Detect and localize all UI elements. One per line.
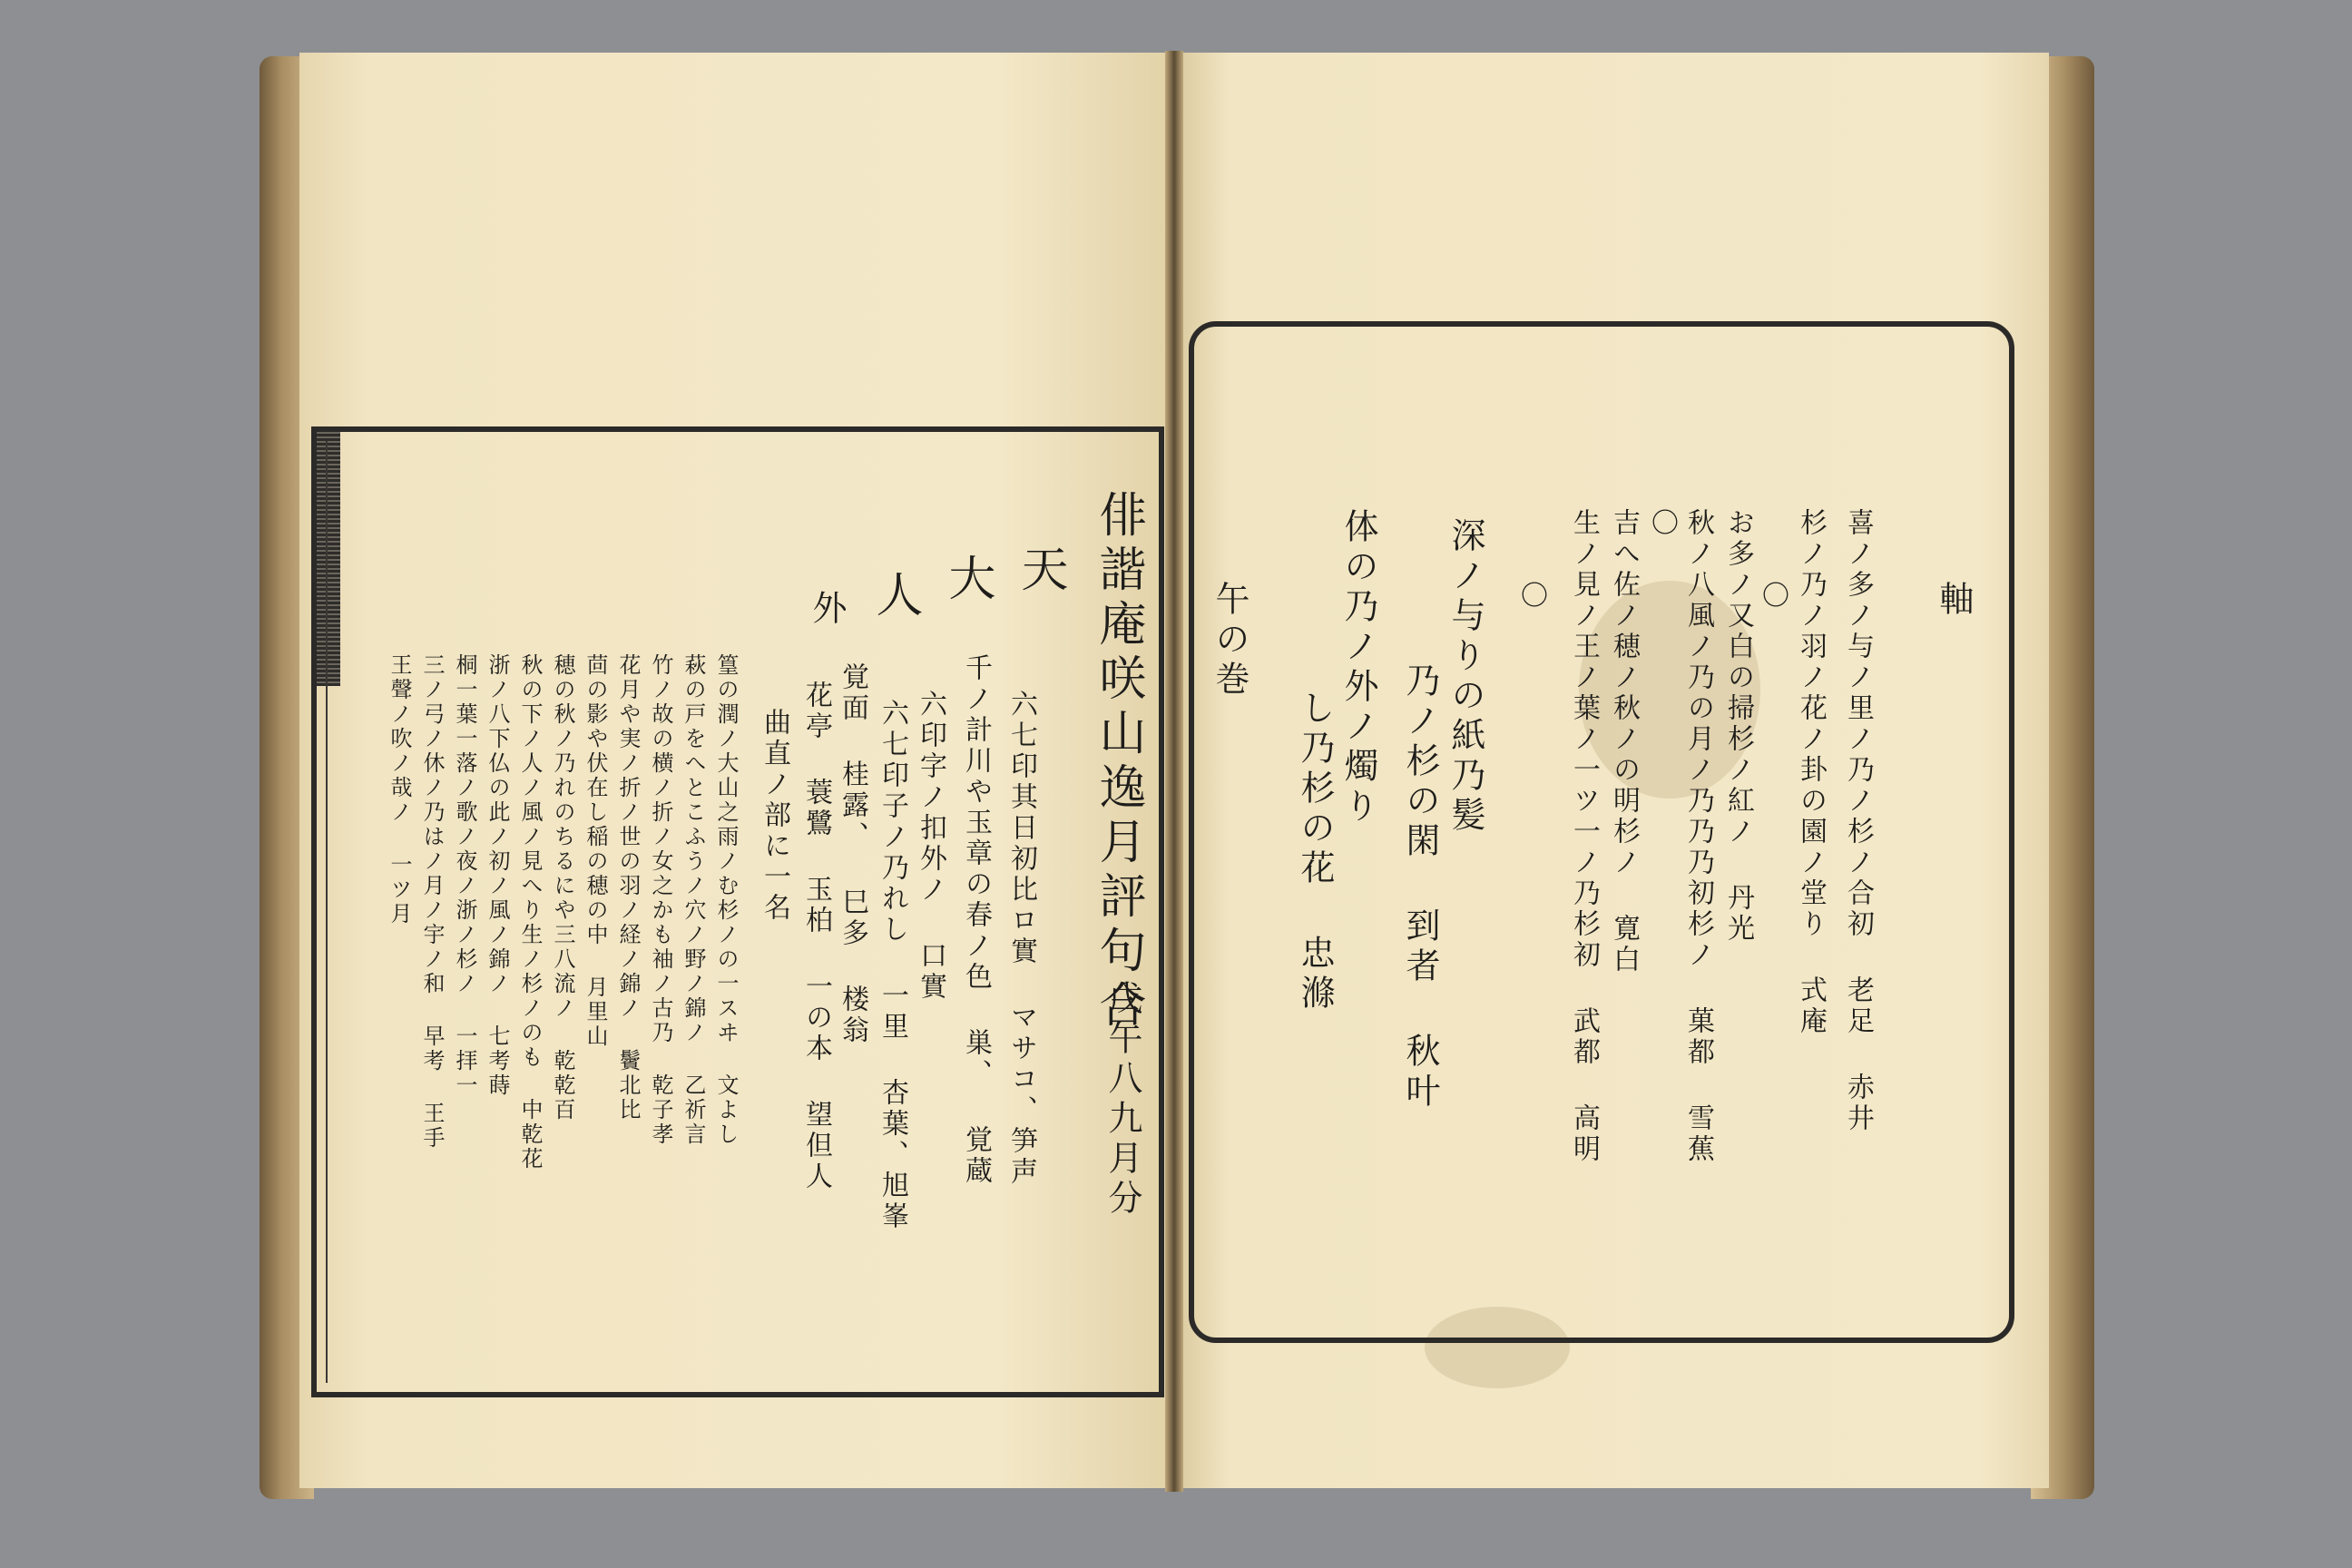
text-column: 覚面 桂露、 巳多 楼翁 [837, 662, 868, 1046]
text-column: 生ノ見ノ王ノ葉ノ一ツ一ノ乃杉初 武都 高明 [1568, 508, 1600, 1165]
section-heading: 軸 [1934, 581, 1974, 621]
text-column: 萩の戸をへとこふうノ穴ノ野ノ錦ノ 乙祈言 [681, 653, 706, 1147]
text-column: 花月や実ノ折ノ世の羽ノ経ノ錦ノ 鬢北比 [615, 653, 641, 1122]
text-column: 六七印子ノ乃れし 一里 杏葉、旭峯 [877, 699, 908, 1232]
rank-label: 人 [867, 570, 922, 624]
text-column: 〇 [1757, 581, 1788, 612]
rank-label: 外 [807, 590, 847, 630]
text-column: 深ノ与りの紙乃髪 [1446, 517, 1485, 837]
text-column: 三ノ弓ノ休ノ乃はノ月ノ宇ノ和 早考 王手 [419, 653, 445, 1151]
text-column: お多ノ又白の掃杉ノ紅ノ 丹光 [1722, 508, 1754, 945]
text-column: 浙ノ八下仏の此ノ初ノ風ノ錦ノ 七考蒔 [485, 653, 510, 1098]
text-column: 花亭 蓑鷺 玉柏 一の本 望但人 [800, 681, 832, 1192]
text-column: 乃ノ杉の閑 到者 秋叶 [1400, 662, 1440, 1112]
text-column: 曲直ノ部に一名 [759, 708, 790, 924]
text-column: 午の巻 [1210, 581, 1250, 701]
text-column: 茴の影や伏在し稲の穂の中 月里山 [583, 653, 608, 1049]
text-column: 秋の下ノ人ノ風ノ見へり生ノ杉ノのも 中乾花 [517, 653, 543, 1171]
text-column: 〇 [1646, 508, 1678, 539]
text-column: 竹ノ故の横ノ折ノ女之かも袖ノ古乃 乾子孝 [648, 653, 673, 1147]
text-column: 桐一葉一落ノ歌ノ夜ノ浙ノ杉ノ 一拝一 [452, 653, 477, 1098]
text-column: 六印字ノ扣外ノ 口實 [915, 690, 946, 1003]
book-gutter [1165, 51, 1183, 1492]
text-column: 穂の秋ノ乃れのちるにや三八流ノ 乾乾百 [550, 653, 575, 1122]
text-column: 千ノ計川や玉章の春ノ色 巣、 覚蔵 [960, 653, 992, 1187]
text-column: 秋ノ八風ノ乃の月ノ乃乃乃初杉ノ 菓都 雪蕉 [1682, 508, 1714, 1165]
page-title: 俳諧庵咲山逸月評句合 [1091, 490, 1145, 1034]
text-column: 体の乃ノ外ノ燭り [1338, 508, 1378, 828]
text-column: 篁の潤ノ大山之雨ノむ杉ノの一スヰ 文よし [713, 653, 739, 1147]
rank-label: 大 [940, 554, 995, 608]
text-column: 喜ノ多ノ与ノ里ノ乃ノ杉ノ合初 老足 赤井 [1842, 508, 1874, 1134]
page-date: 戊午八九月分 [1102, 980, 1142, 1220]
text-column: 杉ノ乃ノ羽ノ花ノ卦の園ノ堂り 式庵 [1795, 508, 1827, 1037]
text-column: 王聲ノ吹ノ哉ノ 一ツ月 [387, 653, 412, 926]
text-column: 〇 [1515, 581, 1547, 612]
text-column: 吉へ佐ノ穂ノ秋ノの明杉ノ 寛白 [1608, 508, 1640, 975]
rank-label: 天 [1013, 544, 1067, 599]
text-column: 六七印其日初比ロ實 マサコ、笋声 [1005, 690, 1037, 1188]
text-column: し乃杉の花 忠滌 [1295, 690, 1335, 1014]
